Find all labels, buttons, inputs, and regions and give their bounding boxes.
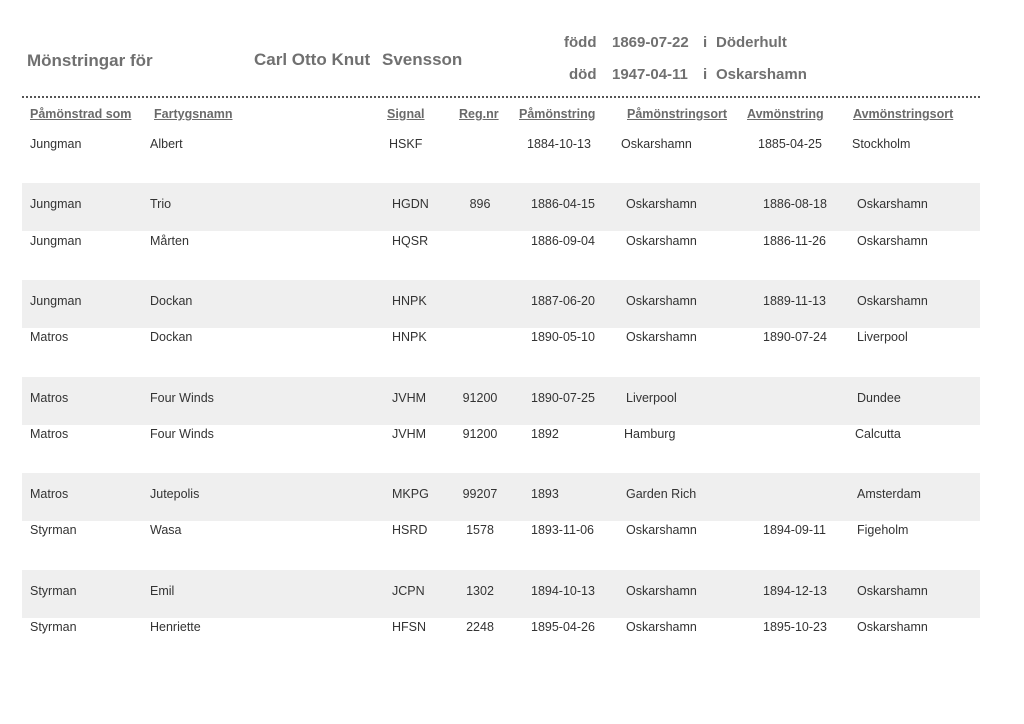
table-cell-signal: JVHM — [392, 390, 427, 405]
table-cell-signal: MKPG — [392, 487, 429, 502]
table-cell-ship-name: Four Winds — [150, 426, 214, 441]
table-cell-signal: HFSN — [392, 620, 427, 634]
table-cell-signal: HSRD — [392, 523, 428, 538]
table-cell-signon-date: 1894-10-13 — [531, 583, 595, 598]
table-cell-signon-date: 1887-06-20 — [531, 293, 595, 308]
table-cell-signoff-place: Calcutta — [855, 426, 901, 441]
table-cell-signoff-date: 1889-11-13 — [763, 293, 827, 308]
table-cell-ship-name: Wasa — [150, 523, 182, 538]
table-cell-ship-name: Mårten — [150, 233, 189, 248]
table-cell-ship-name: Four Winds — [150, 390, 214, 405]
table-cell-signon-place: Oskarshamn — [626, 330, 697, 345]
table-cell-signal: JCPN — [392, 583, 425, 598]
born-prep: i — [703, 34, 708, 51]
table-cell-signal: HNPK — [392, 293, 427, 308]
column-header-ship-name: Fartygsnamn — [154, 107, 233, 121]
table-cell-signon-place: Oskarshamn — [626, 293, 697, 308]
table-cell-role: Styrman — [30, 523, 77, 538]
table-cell-reg-nr: 99207 — [462, 487, 498, 502]
person-given-names: Carl Otto Knut — [254, 50, 371, 69]
table-cell-role: Jungman — [30, 137, 82, 151]
table-cell-signon-date: 1895-04-26 — [531, 620, 595, 634]
born-label: född — [564, 34, 597, 51]
table-cell-role: Matros — [30, 390, 69, 405]
table-cell-signon-place: Oskarshamn — [626, 233, 697, 248]
table-cell-signoff-place: Dundee — [857, 390, 901, 405]
table-cell-signon-date: 1890-05-10 — [531, 330, 595, 345]
table-cell-signon-date: 1886-04-15 — [531, 197, 595, 212]
table-cell-signoff-place: Amsterdam — [857, 487, 921, 502]
table-cell-role: Matros — [30, 487, 69, 502]
table-cell-signoff-place: Oskarshamn — [857, 233, 928, 248]
table-cell-reg-nr: 2248 — [466, 620, 494, 634]
table-cell-ship-name: Henriette — [150, 620, 201, 634]
table-cell-ship-name: Albert — [150, 137, 183, 151]
table-cell-ship-name: Trio — [150, 197, 172, 212]
table-cell-reg-nr: 1302 — [466, 583, 494, 598]
dotted-divider — [22, 96, 980, 98]
column-header-signoff-date: Avmönstring — [747, 107, 824, 121]
table-cell-signoff-place: Oskarshamn — [857, 293, 928, 308]
table-cell-role: Matros — [30, 330, 69, 345]
column-header-signoff-place: Avmönstringsort — [853, 107, 954, 121]
table-cell-signon-place: Garden Rich — [626, 487, 697, 502]
table-cell-signon-date: 1890-07-25 — [531, 390, 595, 405]
table-cell-signon-place: Oskarshamn — [626, 583, 697, 598]
died-date: 1947-04-11 — [612, 66, 688, 83]
table-cell-signon-date: 1884-10-13 — [527, 137, 591, 151]
table-cell-signoff-date: 1894-09-11 — [763, 523, 827, 538]
column-header-role: Påmönstrad som — [30, 107, 132, 121]
table-cell-role: Jungman — [30, 197, 82, 212]
table-cell-signoff-date: 1890-07-24 — [763, 330, 827, 345]
table-cell-reg-nr: 91200 — [462, 390, 498, 405]
table-cell-reg-nr: 1578 — [466, 523, 494, 538]
table-cell-signal: HSKF — [389, 137, 423, 151]
table-cell-role: Jungman — [30, 233, 82, 248]
table-cell-ship-name: Jutepolis — [150, 487, 200, 502]
table-cell-signon-place: Oskarshamn — [626, 197, 697, 212]
table-cell-signon-date: 1893 — [531, 487, 559, 502]
table-cell-signoff-place: Liverpool — [857, 330, 908, 345]
table-cell-signal: JVHM — [392, 426, 427, 441]
table-cell-signon-place: Hamburg — [624, 426, 676, 441]
table-cell-signoff-place: Oskarshamn — [857, 583, 928, 598]
table-cell-signoff-date: 1895-10-23 — [763, 620, 827, 634]
table-cell-signal: HNPK — [392, 330, 427, 345]
table-cell-signon-place: Oskarshamn — [621, 137, 692, 151]
table-cell-signon-place: Oskarshamn — [626, 620, 697, 634]
died-prep: i — [703, 66, 708, 83]
table-cell-signoff-place: Figeholm — [857, 523, 909, 538]
document-title: Mönstringar för — [27, 51, 153, 70]
table-cell-signon-date: 1893-11-06 — [531, 523, 595, 538]
table-cell-role: Matros — [30, 426, 69, 441]
table-cell-role: Jungman — [30, 293, 82, 308]
died-label: död — [569, 66, 597, 83]
table-cell-ship-name: Dockan — [150, 330, 193, 345]
column-header-signon-place: Påmönstringsort — [627, 107, 728, 121]
table-cell-signal: HQSR — [392, 233, 429, 248]
table-cell-role: Styrman — [30, 620, 77, 634]
born-place: Döderhult — [716, 34, 787, 51]
table-cell-signoff-date: 1886-08-18 — [763, 197, 827, 212]
table-cell-signoff-place: Oskarshamn — [857, 620, 928, 634]
table-cell-signon-date: 1886-09-04 — [531, 233, 595, 248]
died-place: Oskarshamn — [716, 66, 807, 83]
table-cell-signal: HGDN — [392, 197, 429, 212]
person-surname: Svensson — [382, 50, 463, 69]
table-cell-signoff-date: 1894-12-13 — [763, 583, 827, 598]
column-header-signal: Signal — [387, 107, 425, 121]
table-cell-signon-date: 1892 — [531, 426, 559, 441]
column-header-reg-nr: Reg.nr — [459, 107, 499, 121]
column-header-signon-date: Påmönstring — [519, 107, 596, 121]
table-cell-signon-place: Oskarshamn — [626, 523, 697, 538]
table-cell-signoff-date: 1886-11-26 — [763, 233, 827, 248]
table-cell-ship-name: Dockan — [150, 293, 193, 308]
table-cell-reg-nr: 91200 — [462, 426, 498, 441]
table-cell-signoff-place: Oskarshamn — [857, 197, 928, 212]
table-cell-signoff-date: 1885-04-25 — [758, 137, 822, 151]
table-cell-signoff-place: Stockholm — [852, 137, 911, 151]
table-cell-ship-name: Emil — [150, 583, 175, 598]
table-cell-reg-nr: 896 — [469, 197, 491, 212]
table-cell-signon-place: Liverpool — [626, 390, 677, 405]
born-date: 1869-07-22 — [612, 34, 689, 51]
table-cell-role: Styrman — [30, 583, 77, 598]
